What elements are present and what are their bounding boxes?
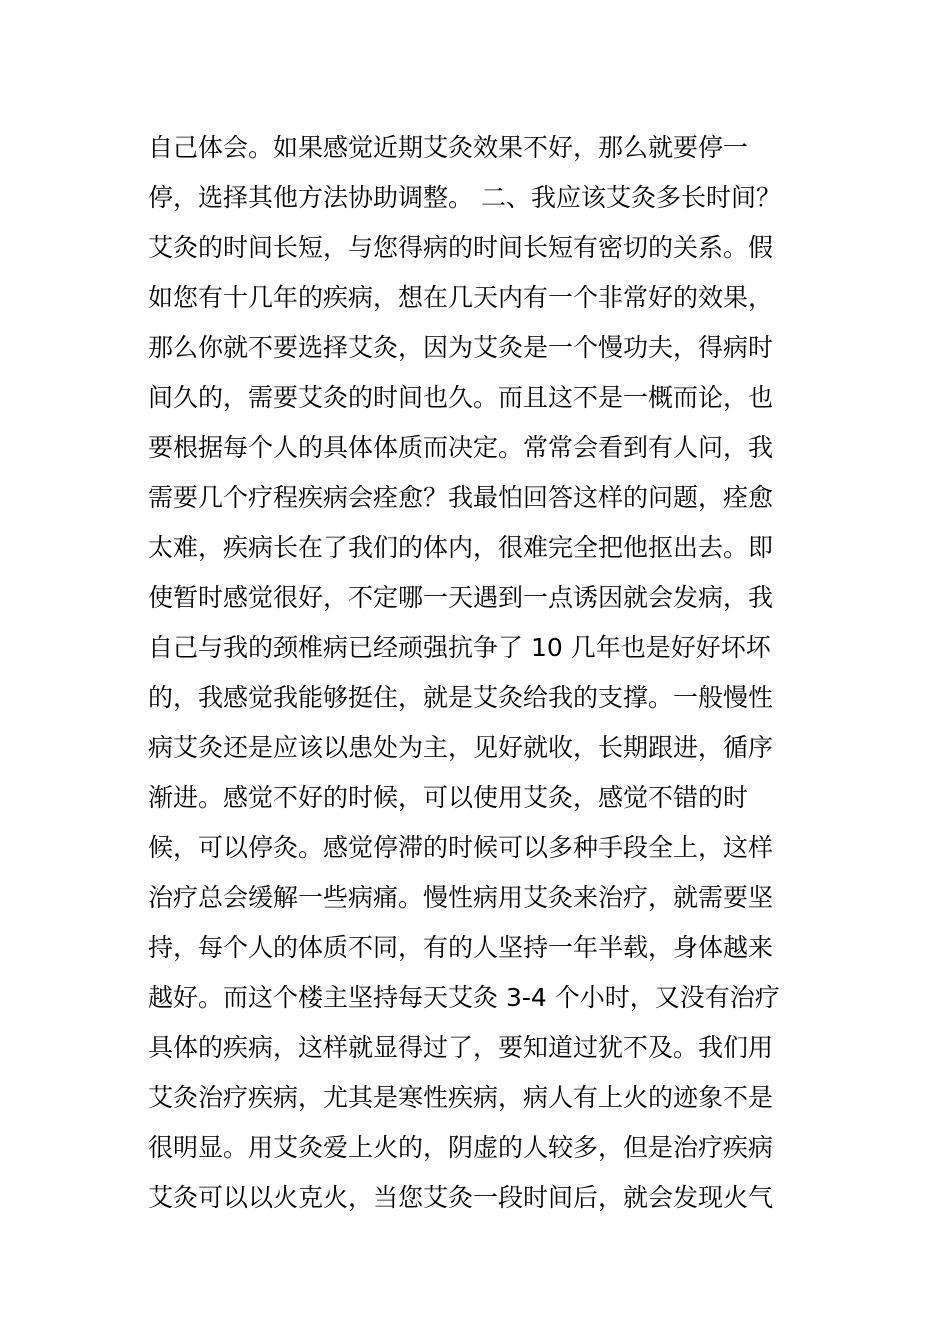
text-line: 需要几个疗程疾病会痊愈？我最怕回答这样的问题，痊愈 <box>148 483 774 512</box>
text-line: 越好。而这个楼主坚持每天艾灸 3-4 个小时，又没有治疗 <box>148 983 780 1012</box>
text-line: 艾灸的时间长短，与您得病的时间长短有密切的关系。假 <box>148 233 774 262</box>
text-line: 停，选择其他方法协助调整。 二、我应该艾灸多长时间？ <box>148 183 781 212</box>
text-line: 艾灸治疗疾病，尤其是寒性疾病，病人有上火的迹象不是 <box>148 1083 774 1112</box>
text-line: 那么你就不要选择艾灸，因为艾灸是一个慢功夫，得病时 <box>148 333 774 362</box>
text-line: 太难，疾病长在了我们的体内，很难完全把他抠出去。即 <box>148 533 774 562</box>
text-line: 病艾灸还是应该以患处为主，见好就收，长期跟进，循序 <box>148 733 774 762</box>
text-line: 持，每个人的体质不同，有的人坚持一年半载，身体越来 <box>148 933 774 962</box>
text-line: 渐进。感觉不好的时候，可以使用艾灸，感觉不错的时 <box>148 783 749 812</box>
text-line: 艾灸可以以火克火，当您艾灸一段时间后，就会发现火气 <box>148 1183 774 1212</box>
text-line: 自己与我的颈椎病已经顽强抗争了 10 几年也是好好坏坏 <box>148 633 771 662</box>
text-line: 如您有十几年的疾病，想在几天内有一个非常好的效果， <box>148 283 774 312</box>
body-text <box>148 123 798 1223</box>
text-line: 使暂时感觉很好，不定哪一天遇到一点诱因就会发病，我 <box>148 583 774 612</box>
text-line: 自己体会。如果感觉近期艾灸效果不好，那么就要停一 <box>148 133 749 162</box>
text-line: 间久的，需要艾灸的时间也久。而且这不是一概而论，也 <box>148 383 774 412</box>
text-line: 要根据每个人的具体体质而决定。常常会看到有人问，我 <box>148 433 774 462</box>
text-line: 很明显。用艾灸爱上火的，阴虚的人较多，但是治疗疾病 <box>148 1133 774 1162</box>
text-line: 治疗总会缓解一些病痛。慢性病用艾灸来治疗，就需要坚 <box>148 883 774 912</box>
text-line: 候，可以停灸。感觉停滞的时候可以多种手段全上，这样 <box>148 833 774 862</box>
text-line: 具体的疾病，这样就显得过了，要知道过犹不及。我们用 <box>148 1033 774 1062</box>
text-line: 的，我感觉我能够挺住，就是艾灸给我的支撑。一般慢性 <box>148 683 774 712</box>
